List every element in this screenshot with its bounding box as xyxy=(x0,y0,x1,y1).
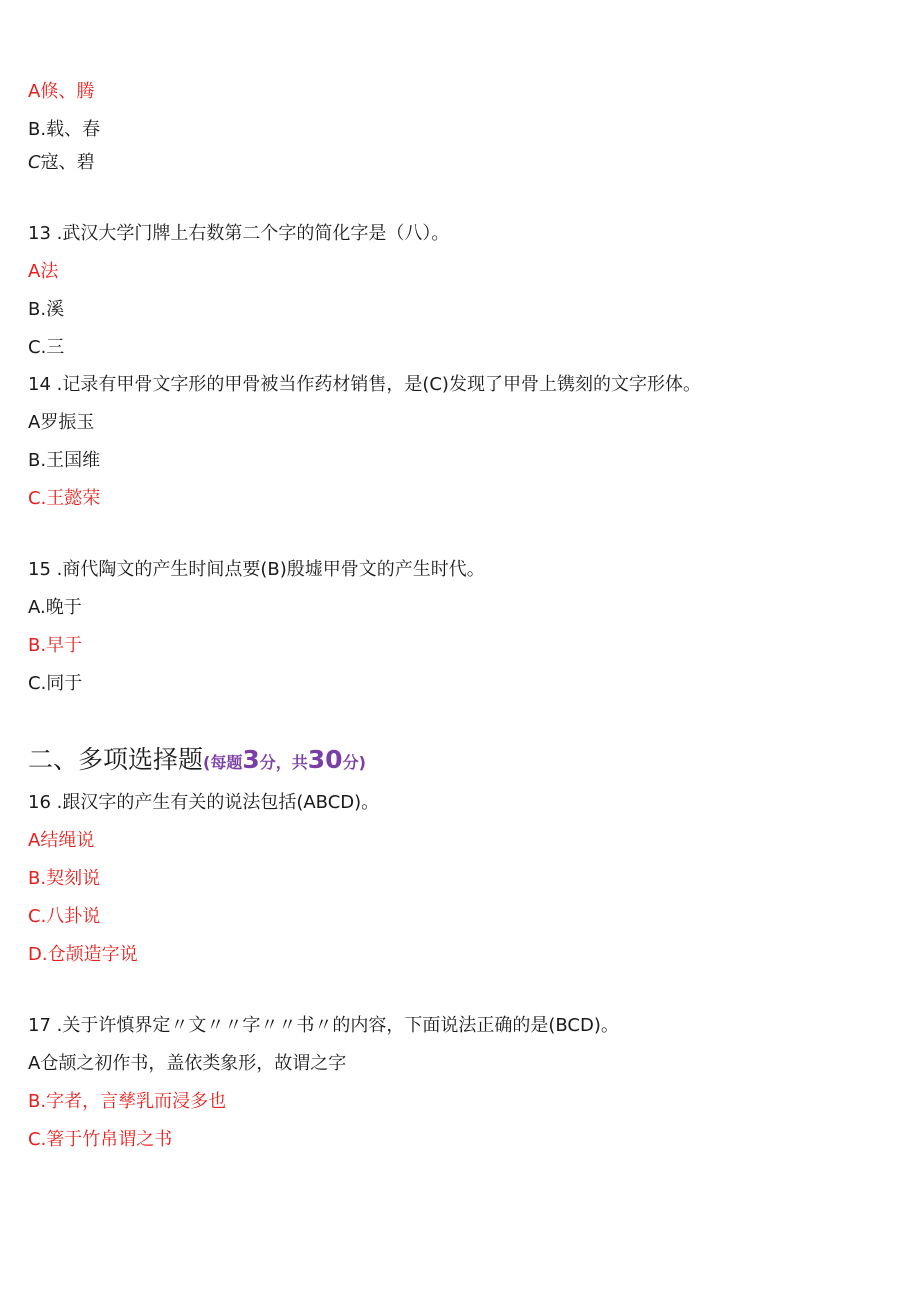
q13-option-a: A法 xyxy=(28,261,59,282)
score-total: 30 xyxy=(307,745,343,774)
q13-option-b: B.溪 xyxy=(28,299,65,320)
q15-question: 15 .商代陶文的产生时间点要(B)殷墟甲骨文的产生时代。 xyxy=(28,559,485,580)
q13-question: 13 .武汉大学门牌上右数第二个字的简化字是（八）。 xyxy=(28,223,450,244)
q14-option-b: B.王国维 xyxy=(28,450,101,471)
section-score-note xyxy=(203,745,366,774)
q17-option-b: B.字者，言孳乳而浸多也 xyxy=(28,1091,227,1112)
q15-option-a: A.晚于 xyxy=(28,597,82,618)
score-per-question: 3 xyxy=(242,745,260,774)
section-title-text: 二、多项选择题 xyxy=(28,745,204,774)
q16-option-a: A结绳说 xyxy=(28,830,95,851)
q14-option-a: A罗振玉 xyxy=(28,412,95,433)
q12-option-b: B.载、春 xyxy=(28,119,101,140)
q17-question: 17 .关于许慎界定〃文〃〃字〃〃书〃的内容，下面说法正确的是(BCD)。 xyxy=(28,1015,619,1036)
q16-option-c: C.八卦说 xyxy=(28,906,101,927)
section-heading xyxy=(28,744,366,779)
q12-option-c-text: 寇、碧 xyxy=(40,152,95,173)
score-note-open: (每题 xyxy=(203,753,243,772)
q16-option-b: B.契刻说 xyxy=(28,868,101,889)
q16-option-d: D.仓颉造字说 xyxy=(28,944,138,965)
q13-option-c: C.三 xyxy=(28,337,65,358)
q17-option-a: A仓颉之初作书，盖依类象形，故谓之字 xyxy=(28,1053,347,1074)
q17-option-c: C.箸于竹帛谓之书 xyxy=(28,1129,173,1150)
q15-option-b: B.早于 xyxy=(28,635,83,656)
q16-question: 16 .跟汉字的产生有关的说法包括(ABCD)。 xyxy=(28,792,380,813)
q14-question: 14 .记录有甲骨文字形的甲骨被当作药材销售，是(C)发现了甲骨上镌刻的文字形体。 xyxy=(28,374,701,395)
score-note-mid: 分，共 xyxy=(259,753,308,772)
q14-option-c: C.王懿荣 xyxy=(28,488,101,509)
q12-option-c-letter: C xyxy=(28,152,41,173)
q12-option-a: A倏、腾 xyxy=(28,81,95,102)
q12-option-c xyxy=(28,151,95,175)
score-note-close: 分) xyxy=(342,753,366,772)
q15-option-c: C.同于 xyxy=(28,673,83,694)
